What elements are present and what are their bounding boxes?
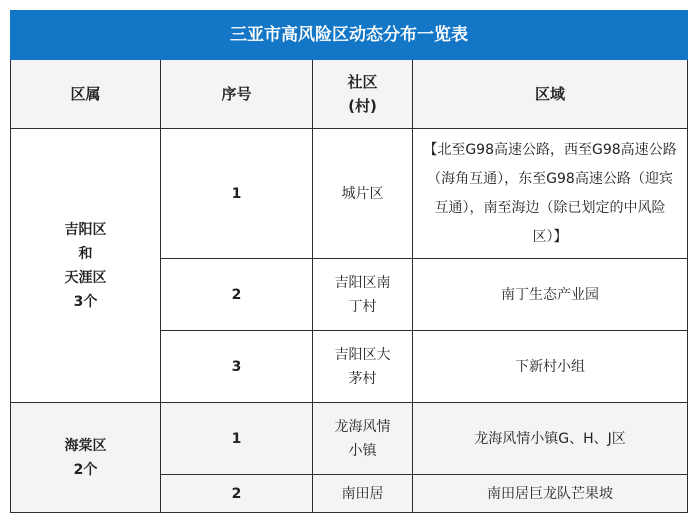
- seq-cell: 1: [161, 129, 313, 259]
- district-line: 天涯区: [64, 269, 107, 286]
- district-line: 3个: [73, 293, 98, 310]
- table-row: [11, 129, 688, 259]
- district-line: 海棠区: [64, 437, 107, 454]
- community-line: 丁村: [348, 298, 377, 315]
- seq-cell: 1: [161, 403, 313, 475]
- header-community: [313, 60, 413, 129]
- seq-cell: 2: [161, 475, 313, 513]
- community-line: 城片区: [341, 185, 384, 202]
- header-seq: 序号: [161, 60, 313, 129]
- risk-area-table: [10, 10, 688, 513]
- district-line: 和: [78, 245, 93, 262]
- community-line: 南田居: [341, 485, 384, 502]
- community-line: 龙海风情: [334, 418, 391, 435]
- table-title: 三亚市高风险区动态分布一览表: [11, 11, 688, 60]
- header-community-sub: (村): [348, 97, 377, 115]
- community-cell: [313, 259, 413, 331]
- area-cell: 南丁生态产业园: [413, 259, 688, 331]
- seq-cell: 3: [161, 331, 313, 403]
- header-community-label: 社区: [347, 73, 378, 91]
- community-line: 吉阳区南: [334, 274, 391, 291]
- district-line: 吉阳区: [64, 221, 107, 238]
- district-cell: [11, 129, 161, 403]
- community-cell: [313, 129, 413, 259]
- community-line: 吉阳区大: [334, 346, 391, 363]
- risk-table-container: [10, 10, 687, 513]
- district-cell: [11, 403, 161, 513]
- community-cell: [313, 475, 413, 513]
- table-row: [11, 403, 688, 475]
- area-cell: 龙海风情小镇G、H、J区: [413, 403, 688, 475]
- community-line: 小镇: [348, 442, 377, 459]
- header-area: 区域: [413, 60, 688, 129]
- district-line: 2个: [73, 461, 98, 478]
- area-text: 【北至G98高速公路，西至G98高速公路（海角互通），东至G98高速公路（迎宾互通），南至海边（除已划定的中风险区）】: [423, 141, 677, 245]
- community-line: 茅村: [348, 370, 377, 387]
- seq-cell: 2: [161, 259, 313, 331]
- community-cell: [313, 331, 413, 403]
- header-district: 区属: [11, 60, 161, 129]
- community-cell: [313, 403, 413, 475]
- area-cell: 南田居巨龙队芒果坡: [413, 475, 688, 513]
- area-cell: 下新村小组: [413, 331, 688, 403]
- area-cell: [413, 129, 688, 259]
- table-header-row: [11, 60, 688, 129]
- table-title-row: [11, 11, 688, 60]
